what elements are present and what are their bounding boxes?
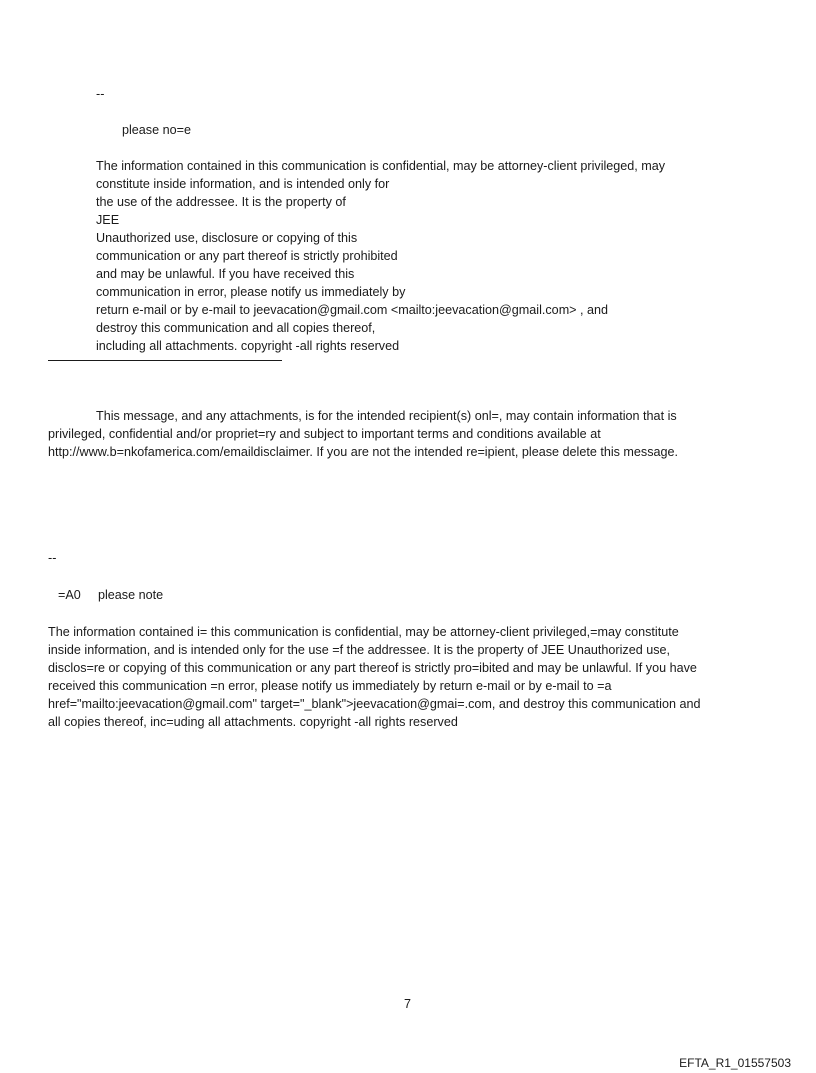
disclaimer-line: href="mailto:jeevacation@gmail.com" target="_blank">jeevacation@gmai=.com, and destroy this communication and [48, 697, 701, 711]
bank-notice-line: privileged, confidential and/or propriet=ry and subject to important terms and conditions available at [48, 427, 601, 441]
bank-notice-line: http://www.b=nkofamerica.com/emaildisclaimer. If you are not the intended re=ipient, please delete this message. [48, 445, 679, 459]
separator-bottom: -- [48, 551, 57, 565]
bank-notice-line: This message, and any attachments, is for the intended recipient(s) onl=, may contain information that is [96, 409, 677, 423]
separator-top: -- [96, 87, 105, 101]
confidentiality-disclaimer [96, 157, 665, 355]
disclaimer-line: the use of the addressee. It is the property of [96, 195, 346, 209]
disclaimer-line: return e-mail or by e-mail to jeevacation@gmail.com <mailto:jeevacation@gmail.com> , and [96, 303, 609, 317]
disclaimer-line: JEE [96, 213, 120, 227]
disclaimer-line: communication or any part thereof is strictly prohibited [96, 249, 398, 263]
disclaimer-line: The information contained i= this communication is confidential, may be attorney-client privileged,=may constitute [48, 625, 679, 639]
note-line-2: please note [98, 588, 164, 602]
disclaimer-line: disclos=re or copying of this communication or any part thereof is strictly pro=ibited and may be unlawful. If you have [48, 661, 697, 675]
disclaimer-line: including all attachments. copyright -all rights reserved [96, 339, 400, 353]
disclaimer-line: Unauthorized use, disclosure or copying of this [96, 231, 358, 245]
disclaimer-line: received this communication =n error, please notify us immediately by return e-mail or by e-mail to =a [48, 679, 612, 693]
disclaimer-line: and may be unlawful. If you have received this [96, 267, 355, 281]
disclaimer-line: constitute inside information, and is intended only for [96, 177, 390, 191]
document-id: EFTA_R1_01557503 [679, 1056, 791, 1070]
page-number: 7 [404, 997, 412, 1011]
confidentiality-disclaimer-2 [48, 623, 768, 731]
disclaimer-line: all copies thereof, inc=uding all attachments. copyright -all rights reserved [48, 715, 458, 729]
disclaimer-line: The information contained in this communication is confidential, may be attorney-client privileged, may [96, 159, 666, 173]
bank-notice [48, 407, 768, 461]
note-line: please no=e [122, 123, 191, 137]
disclaimer-line: destroy this communication and all copies thereof, [96, 321, 376, 335]
disclaimer-line: communication in error, please notify us immediately by [96, 285, 406, 299]
disclaimer-line: inside information, and is intended only for the use =f the addressee. It is the property of JEE Unauthorized use, [48, 643, 671, 657]
note-prefix: =A0 [58, 588, 81, 602]
horizontal-rule [48, 360, 282, 361]
